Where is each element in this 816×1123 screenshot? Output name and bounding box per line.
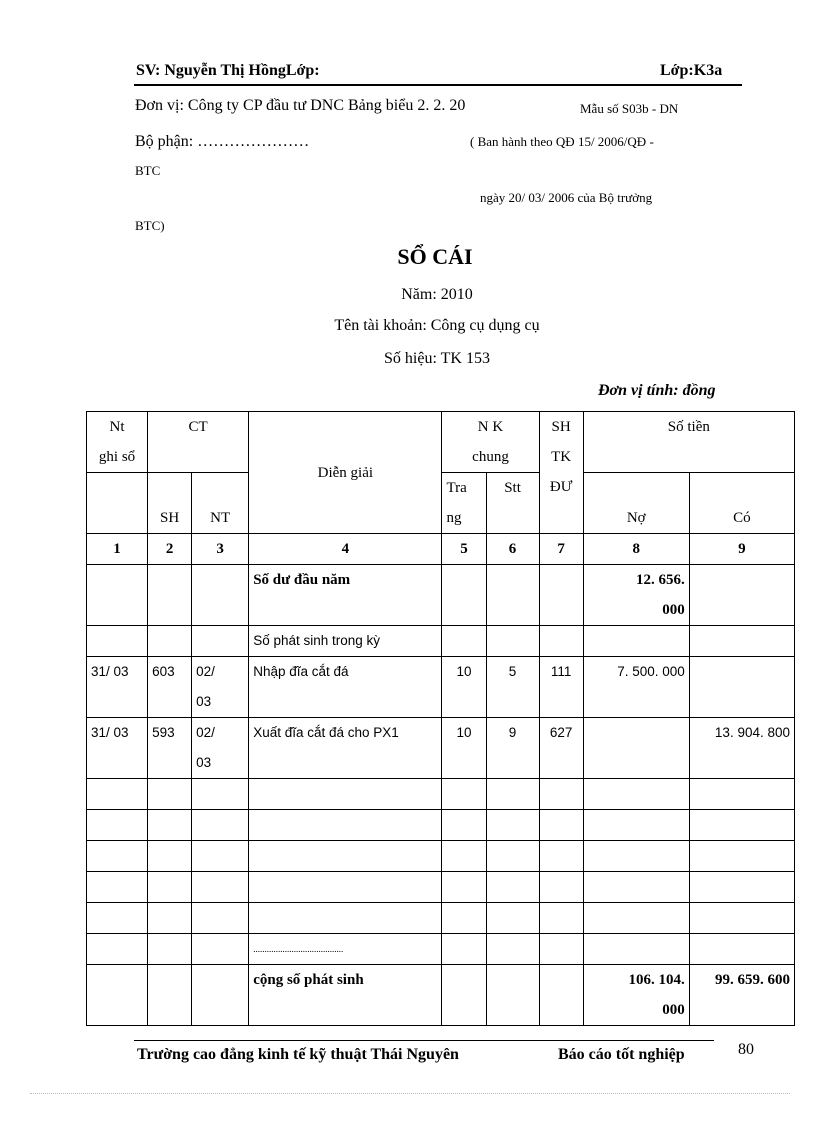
dotted-row — [87, 934, 795, 965]
header-divider — [134, 84, 742, 86]
header-nt-cont — [87, 473, 148, 534]
col-number: 6 — [486, 534, 539, 565]
footer-report: Báo cáo tốt nghiệp — [558, 1046, 685, 1063]
account-code: Số hiệu: TK 153 — [384, 350, 490, 367]
empty-row — [87, 872, 795, 903]
row-date: 31/ 03 — [87, 718, 148, 779]
document-title: SỔ CÁI — [397, 244, 473, 269]
col-number: 7 — [539, 534, 583, 565]
header-stt: Stt — [486, 473, 539, 534]
row-debit: 7. 500. 000 — [583, 657, 689, 718]
row-date: 31/ 03 — [87, 657, 148, 718]
class-name: Lớp:K3a — [660, 62, 723, 79]
row-nt: 02/ 03 — [192, 657, 249, 718]
row-description: Xuất đĩa cắt đá cho PX1 — [249, 718, 442, 779]
decree-line-3: ngày 20/ 03/ 2006 của Bộ trưởng — [480, 190, 653, 205]
row-credit: 13. 904. 800 — [689, 718, 794, 779]
dotted-placeholder: ........................................ — [249, 934, 442, 965]
col-number: 9 — [689, 534, 794, 565]
total-credit: 99. 659. 600 — [689, 965, 794, 1026]
decree-line-2: BTC — [135, 163, 161, 178]
company-line: Đơn vị: Công ty CP đầu tư DNC Bảng biểu 2. 2. 20 — [135, 97, 466, 114]
row-debit — [583, 718, 689, 779]
header-nk: N K chung — [442, 412, 539, 473]
row-description: Nhập đĩa cắt đá — [249, 657, 442, 718]
period-label: Số phát sinh trong kỳ — [249, 626, 442, 657]
row-stt: 5 — [486, 657, 539, 718]
header-sh: SH — [148, 473, 192, 534]
col-number: 1 — [87, 534, 148, 565]
header-description: Diễn giải — [249, 412, 442, 534]
empty-row — [87, 779, 795, 810]
row-account: 627 — [539, 718, 583, 779]
empty-row — [87, 841, 795, 872]
table-row — [87, 718, 795, 779]
page-edge-divider — [30, 1093, 790, 1094]
header-amount: Số tiền — [583, 412, 794, 473]
row-nt: 02/ 03 — [192, 718, 249, 779]
header-ct: CT — [148, 412, 249, 473]
page-number: 80 — [738, 1041, 754, 1058]
ledger-table — [86, 411, 795, 1026]
row-credit — [689, 657, 794, 718]
header-nt-col: NT — [192, 473, 249, 534]
student-name: SV: Nguyễn Thị HồngLớp: — [136, 62, 320, 79]
year-line: Năm: 2010 — [401, 286, 473, 303]
row-page: 10 — [442, 657, 486, 718]
row-stt: 9 — [486, 718, 539, 779]
header-credit: Có — [689, 473, 794, 534]
footer-school: Trường cao đẳng kinh tế kỹ thuật Thái Nguyên — [137, 1046, 459, 1063]
account-name: Tên tài khoản: Công cụ dụng cụ — [334, 317, 540, 334]
decree-line-1: ( Ban hành theo QĐ 15/ 2006/QĐ - — [470, 134, 654, 149]
period-row — [87, 626, 795, 657]
col-number: 4 — [249, 534, 442, 565]
department-line: Bộ phận: ………………… — [135, 133, 310, 150]
header-debit: Nợ — [583, 473, 689, 534]
row-sh: 593 — [148, 718, 192, 779]
col-number: 8 — [583, 534, 689, 565]
col-number: 2 — [148, 534, 192, 565]
decree-line-4: BTC) — [135, 218, 165, 233]
row-page: 10 — [442, 718, 486, 779]
row-account: 111 — [539, 657, 583, 718]
col-number: 3 — [192, 534, 249, 565]
header-contra-account: SH TK ĐƯ — [539, 412, 583, 534]
total-row — [87, 965, 795, 1026]
row-sh: 603 — [148, 657, 192, 718]
currency-unit: Đơn vị tính: đồng — [598, 382, 716, 399]
empty-row — [87, 810, 795, 841]
opening-balance-row — [87, 565, 795, 626]
total-label: cộng số phát sinh — [249, 965, 442, 1026]
empty-row — [87, 903, 795, 934]
total-debit: 106. 104. 000 — [583, 965, 689, 1026]
opening-balance-debit: 12. 656. 000 — [583, 565, 689, 626]
table-row — [87, 657, 795, 718]
header-page: Tra ng — [442, 473, 486, 534]
header-nt: Nt ghi sổ — [87, 412, 148, 473]
opening-balance-label: Số dư đầu năm — [249, 565, 442, 626]
col-number: 5 — [442, 534, 486, 565]
footer-divider — [134, 1040, 714, 1041]
form-code: Mẫu số S03b - DN — [580, 101, 679, 116]
